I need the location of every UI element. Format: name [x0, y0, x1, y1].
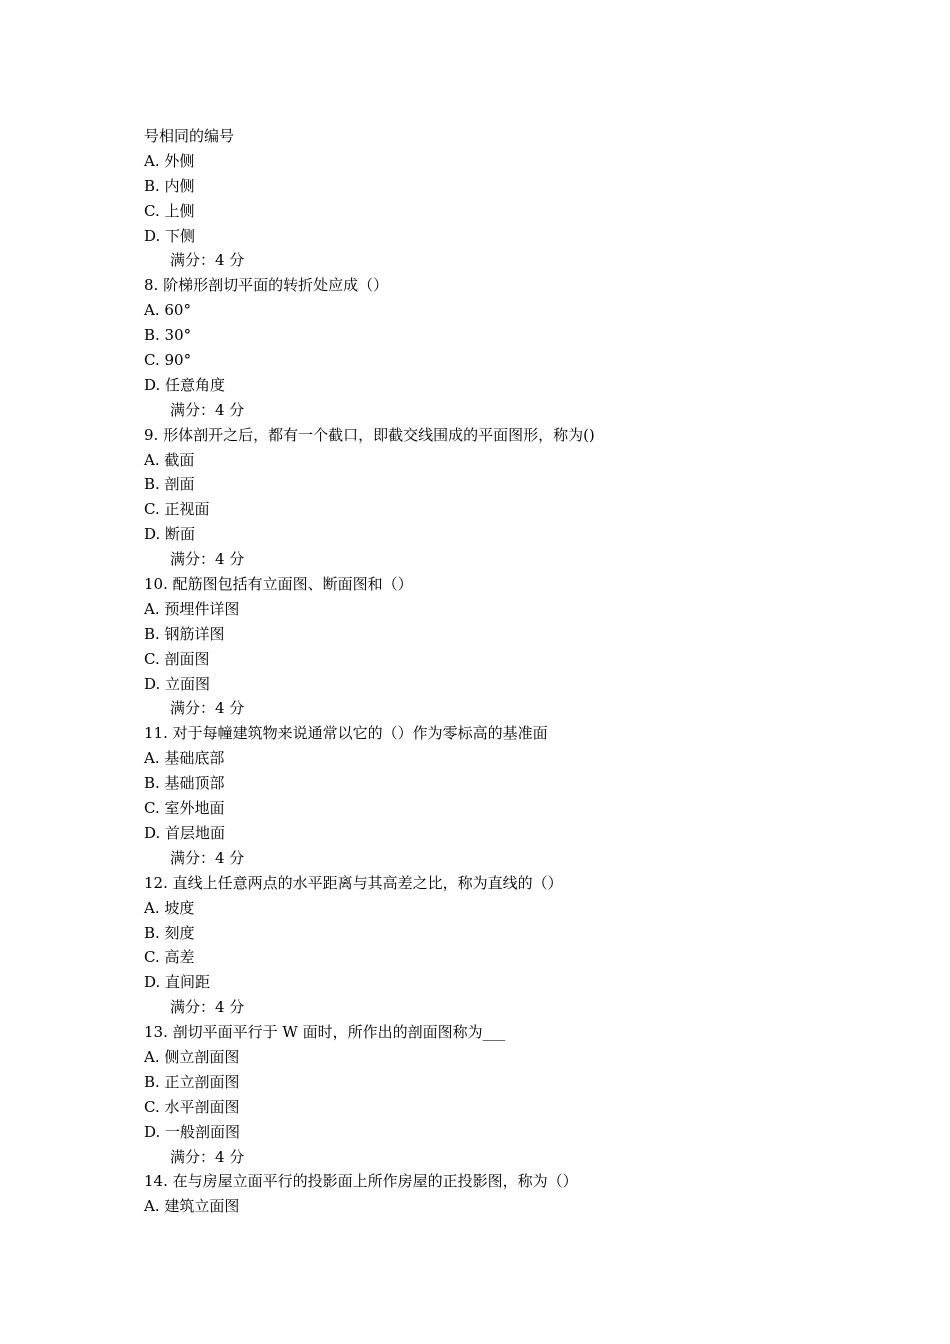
- option-b: B. 基础顶部: [144, 774, 225, 793]
- option-b: B. 刻度: [144, 923, 195, 942]
- option-a: A. 建筑立面图: [144, 1197, 240, 1216]
- document-page: [144, 124, 844, 1219]
- question-8: 8. 阶梯形剖切平面的转折处应成（）: [144, 276, 389, 295]
- question-9: 9. 形体剖开之后，都有一个截口，即截交线围成的平面图形，称为(): [144, 425, 595, 444]
- option-b: B. 剖面: [144, 475, 195, 494]
- option-c: C. 剖面图: [144, 649, 210, 668]
- score-line: 满分：4 分: [170, 1147, 245, 1166]
- option-c: C. 90°: [144, 351, 192, 370]
- option-d: D. 断面: [144, 525, 196, 544]
- option-c: C. 高差: [144, 948, 195, 967]
- question-12: 12. 直线上任意两点的水平距离与其高差之比，称为直线的（）: [144, 873, 563, 892]
- option-d: D. 下侧: [144, 226, 196, 245]
- option-b: B. 正立剖面图: [144, 1072, 240, 1091]
- score-line: 满分：4 分: [170, 699, 245, 718]
- option-a: A. 60°: [144, 301, 191, 320]
- question-14: 14. 在与房屋立面平行的投影面上所作房屋的正投影图，称为（）: [144, 1172, 578, 1191]
- option-a: A. 预埋件详图: [144, 599, 240, 618]
- question-11: 11. 对于每幢建筑物来说通常以它的（）作为零标高的基准面: [144, 724, 548, 743]
- option-c: C. 上侧: [144, 201, 195, 220]
- option-a: A. 外侧: [144, 151, 195, 170]
- option-d: D. 直间距: [144, 973, 211, 992]
- option-a: A. 基础底部: [144, 749, 225, 768]
- option-b: B. 内侧: [144, 176, 195, 195]
- option-b: B. 钢筋详图: [144, 624, 225, 643]
- option-c: C. 室外地面: [144, 799, 225, 818]
- option-c: C. 水平剖面图: [144, 1097, 240, 1116]
- option-a: A. 坡度: [144, 898, 195, 917]
- option-d: D. 首层地面: [144, 823, 226, 842]
- option-d: D. 一般剖面图: [144, 1122, 241, 1141]
- score-line: 满分：4 分: [170, 998, 245, 1017]
- score-line: 满分：4 分: [170, 848, 245, 867]
- option-d: D. 立面图: [144, 674, 211, 693]
- score-line: 满分：4 分: [170, 550, 245, 569]
- score-line: 满分：4 分: [170, 251, 245, 270]
- option-c: C. 正视面: [144, 500, 210, 519]
- score-line: 满分：4 分: [170, 400, 245, 419]
- question-10: 10. 配筋图包括有立面图、断面图和（）: [144, 575, 413, 594]
- option-b: B. 30°: [144, 326, 192, 345]
- option-a: A. 侧立剖面图: [144, 1047, 240, 1066]
- option-a: A. 截面: [144, 450, 195, 469]
- option-d: D. 任意角度: [144, 375, 226, 394]
- question-13: 13. 剖切平面平行于 W 面时，所作出的剖面图称为___: [144, 1023, 506, 1042]
- question-continuation: 号相同的编号: [144, 127, 235, 145]
